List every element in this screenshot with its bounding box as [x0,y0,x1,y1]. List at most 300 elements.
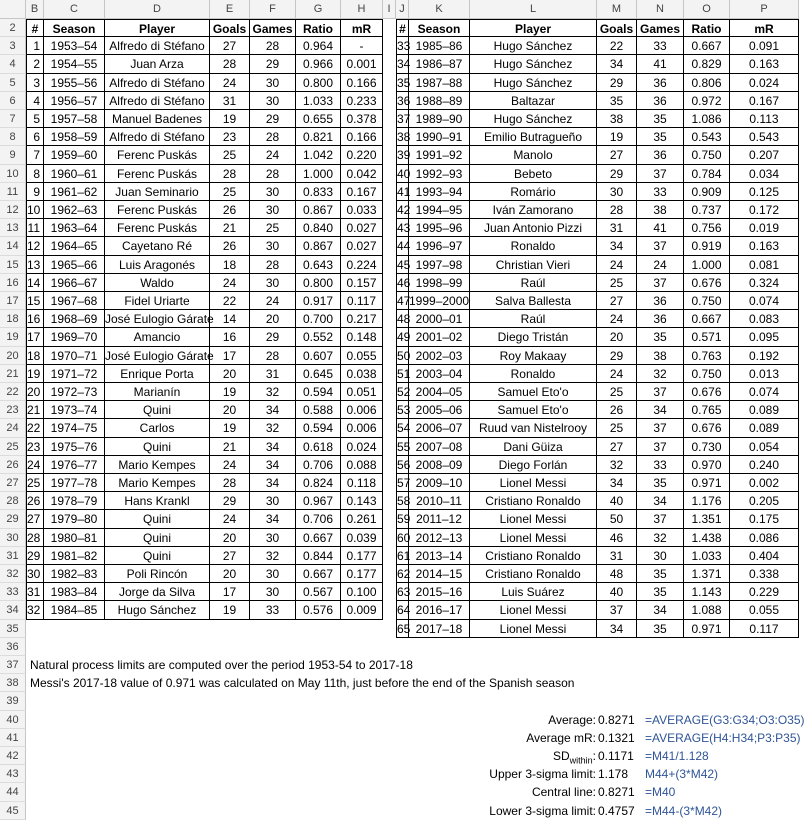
row-header-34[interactable]: 34 [0,601,26,619]
left-table-cell[interactable]: 24 [210,74,250,92]
right-table-cell[interactable]: 24 [597,365,637,383]
right-table-cell[interactable]: 0.086 [730,529,799,547]
right-table-cell[interactable]: 36 [396,92,409,110]
left-table-cell[interactable]: 0.177 [341,547,383,565]
left-table-cell[interactable]: 17 [210,347,250,365]
left-table-cell[interactable]: 1976–77 [44,456,105,474]
right-table-cell[interactable]: 0.074 [730,383,799,401]
left-table-cell[interactable]: 30 [250,565,296,583]
left-table-cell[interactable]: Cayetano Ré [105,237,210,255]
right-table-cell[interactable]: Hugo Sánchez [470,74,597,92]
left-table-cell[interactable]: 30 [26,565,44,583]
left-table-cell[interactable]: 1984–85 [44,601,105,619]
row-header-12[interactable]: 12 [0,201,26,219]
right-table-cell[interactable]: 37 [637,274,684,292]
left-table-cell[interactable]: 0.706 [296,510,341,528]
left-table-cell[interactable]: 0.618 [296,438,341,456]
left-table-cell[interactable]: 30 [250,201,296,219]
right-table-cell[interactable]: Cristiano Ronaldo [470,565,597,583]
right-table-cell[interactable]: 1986–87 [409,55,470,73]
left-table-cell[interactable]: Quini [105,547,210,565]
right-table-cell[interactable]: 35 [396,74,409,92]
right-table-cell[interactable]: 2000–01 [409,310,470,328]
right-table-cell[interactable]: 2016–17 [409,601,470,619]
row-header-23[interactable]: 23 [0,401,26,419]
right-table-cell[interactable]: 25 [597,419,637,437]
right-table-cell[interactable]: 39 [396,146,409,164]
row-header-6[interactable]: 6 [0,92,26,110]
left-table-cell[interactable]: 1965–66 [44,256,105,274]
left-table-cell[interactable]: 28 [250,347,296,365]
left-table-cell[interactable]: 17 [26,328,44,346]
row-header-5[interactable]: 5 [0,74,26,92]
left-table-cell[interactable]: 0.552 [296,328,341,346]
right-table-cell[interactable]: Hugo Sánchez [470,37,597,55]
right-table-cell[interactable]: 51 [396,365,409,383]
left-table-cell[interactable]: Mario Kempes [105,474,210,492]
right-table-cell[interactable]: 48 [597,565,637,583]
right-table-cell[interactable]: 0.667 [684,310,730,328]
left-table-cell[interactable]: 0.667 [296,565,341,583]
left-table-cell[interactable]: 28 [210,474,250,492]
row-header-36[interactable]: 36 [0,638,26,656]
right-table-cell[interactable]: 0.163 [730,55,799,73]
left-table-cell[interactable]: 14 [210,310,250,328]
right-table-cell[interactable]: 47 [396,292,409,310]
left-table-cell[interactable]: 0.667 [296,529,341,547]
right-table-cell[interactable]: 35 [637,474,684,492]
right-table-cell[interactable]: 0.074 [730,292,799,310]
right-table-cell[interactable]: 0.676 [684,274,730,292]
left-table-cell[interactable]: 28 [250,37,296,55]
right-table-cell[interactable]: 24 [597,256,637,274]
left-table-cell[interactable]: 33 [250,601,296,619]
row-header-16[interactable]: 16 [0,274,26,292]
row-header-38[interactable]: 38 [0,674,26,692]
right-table-cell[interactable]: 34 [637,601,684,619]
right-table-cell[interactable]: Roy Makaay [470,347,597,365]
row-header-24[interactable]: 24 [0,419,26,437]
right-table-cell[interactable]: 37 [637,237,684,255]
row-header-15[interactable]: 15 [0,256,26,274]
right-table-cell[interactable]: 0.002 [730,474,799,492]
right-table-cell[interactable]: 60 [396,529,409,547]
row-header-37[interactable]: 37 [0,656,26,674]
right-table-cell[interactable]: 2006–07 [409,419,470,437]
left-table-cell[interactable]: José Eulogio Gárate [105,310,210,328]
left-table-cell[interactable]: 0.233 [341,92,383,110]
right-table-cell[interactable]: Christian Vieri [470,256,597,274]
right-table-cell[interactable]: 57 [396,474,409,492]
left-table-cell[interactable]: Alfredo di Stéfano [105,92,210,110]
left-table-cell[interactable]: 31 [26,583,44,601]
right-table-cell[interactable]: 37 [637,419,684,437]
right-table-cell[interactable]: 0.784 [684,165,730,183]
right-table-cell[interactable]: 28 [597,201,637,219]
right-table-cell[interactable]: 33 [637,183,684,201]
right-table-cell[interactable]: 34 [597,474,637,492]
right-table-cell[interactable]: 0.240 [730,456,799,474]
left-table-cell[interactable]: 1955–56 [44,74,105,92]
right-table-cell[interactable]: 0.024 [730,74,799,92]
column-header-o[interactable]: O [684,0,730,19]
left-table-cell[interactable]: 34 [250,474,296,492]
left-table-cell[interactable]: 1971–72 [44,365,105,383]
column-header-k[interactable]: K [409,0,470,19]
right-table-cell[interactable]: 0.095 [730,328,799,346]
left-table-cell[interactable]: 0.088 [341,456,383,474]
row-header-32[interactable]: 32 [0,565,26,583]
left-table-cell[interactable]: 0.261 [341,510,383,528]
left-table-cell[interactable]: José Eulogio Gárate [105,347,210,365]
right-table-cell[interactable]: 0.971 [684,620,730,638]
left-table-cell[interactable]: 1957–58 [44,110,105,128]
left-table-cell[interactable]: 26 [26,492,44,510]
right-table-cell[interactable]: 38 [637,347,684,365]
right-table-cell[interactable]: 33 [637,37,684,55]
column-header-g[interactable]: G [296,0,341,19]
right-table-cell[interactable]: 0.756 [684,219,730,237]
right-table-cell[interactable]: 65 [396,620,409,638]
right-table-cell[interactable]: 22 [597,37,637,55]
left-table-cell[interactable]: 1969–70 [44,328,105,346]
right-table-cell[interactable]: 38 [396,128,409,146]
right-table-cell[interactable]: 0.667 [684,37,730,55]
left-table-cell[interactable]: 0.643 [296,256,341,274]
right-table-cell[interactable]: 64 [396,601,409,619]
right-table-cell[interactable]: 0.909 [684,183,730,201]
right-table-cell[interactable]: 0.175 [730,510,799,528]
right-table-cell[interactable]: 43 [396,219,409,237]
right-table-cell[interactable]: 37 [396,110,409,128]
right-table-cell[interactable]: Raúl [470,274,597,292]
left-table-cell[interactable]: 5 [26,110,44,128]
left-table-cell[interactable]: 27 [210,37,250,55]
right-table-cell[interactable]: 1.143 [684,583,730,601]
right-table-cell[interactable]: 1.351 [684,510,730,528]
left-table-cell[interactable]: 0.166 [341,128,383,146]
right-table-cell[interactable]: 1.086 [684,110,730,128]
right-table-cell[interactable]: 42 [396,201,409,219]
left-table-cell[interactable]: Juan Arza [105,55,210,73]
left-table-cell[interactable]: Quini [105,529,210,547]
row-header-27[interactable]: 27 [0,474,26,492]
right-table-cell[interactable]: 33 [637,456,684,474]
row-header-26[interactable]: 26 [0,456,26,474]
left-table-cell[interactable]: 1967–68 [44,292,105,310]
right-table-cell[interactable]: Diego Tristán [470,328,597,346]
left-table-cell[interactable]: 24 [250,146,296,164]
right-table-cell[interactable]: 41 [637,55,684,73]
right-table-cell[interactable]: 38 [637,201,684,219]
left-table-cell[interactable]: 18 [26,347,44,365]
right-table-cell[interactable]: 62 [396,565,409,583]
column-header-m[interactable]: M [597,0,637,19]
row-header-2[interactable]: 2 [0,19,26,37]
right-table-cell[interactable]: 0.971 [684,474,730,492]
right-table-cell[interactable]: 0.571 [684,328,730,346]
left-table-cell[interactable]: 0.055 [341,347,383,365]
right-table-cell[interactable]: 40 [396,165,409,183]
row-header-18[interactable]: 18 [0,310,26,328]
row-header-14[interactable]: 14 [0,237,26,255]
right-table-cell[interactable]: Salva Ballesta [470,292,597,310]
column-header-j[interactable]: J [396,0,409,19]
row-header-8[interactable]: 8 [0,128,26,146]
row-header-21[interactable]: 21 [0,365,26,383]
right-table-cell[interactable]: Hugo Sánchez [470,110,597,128]
left-table-cell[interactable]: 21 [26,401,44,419]
left-table-cell[interactable]: 30 [250,583,296,601]
right-table-cell[interactable]: Ruud van Nistelrooy [470,419,597,437]
left-table-cell[interactable]: 28 [26,529,44,547]
left-table-cell[interactable]: 34 [250,438,296,456]
right-table-cell[interactable]: 2008–09 [409,456,470,474]
right-table-cell[interactable]: 1995–96 [409,219,470,237]
left-table-cell[interactable]: 1.042 [296,146,341,164]
left-table-cell[interactable]: 0.033 [341,201,383,219]
right-table-cell[interactable]: 0.765 [684,401,730,419]
right-table-cell[interactable]: 33 [396,37,409,55]
left-table-cell[interactable]: 19 [210,383,250,401]
left-table-cell[interactable]: 20 [210,529,250,547]
right-table-cell[interactable]: 38 [597,110,637,128]
right-table-cell[interactable]: 2003–04 [409,365,470,383]
left-table-cell[interactable]: 0.143 [341,492,383,510]
right-table-cell[interactable]: 0.113 [730,110,799,128]
column-header-l[interactable]: L [470,0,597,19]
left-table-cell[interactable]: Marianín [105,383,210,401]
right-table-cell[interactable]: 35 [637,110,684,128]
left-table-cell[interactable]: 23 [210,128,250,146]
left-table-cell[interactable]: Hugo Sánchez [105,601,210,619]
left-table-cell[interactable]: Alfredo di Stéfano [105,128,210,146]
right-table-cell[interactable]: 37 [637,165,684,183]
left-table-cell[interactable]: 15 [26,292,44,310]
right-table-cell[interactable]: 0.730 [684,438,730,456]
left-table-cell[interactable]: 1968–69 [44,310,105,328]
right-table-cell[interactable]: Luis Suárez [470,583,597,601]
left-table-cell[interactable]: 1982–83 [44,565,105,583]
row-header-22[interactable]: 22 [0,383,26,401]
right-table-cell[interactable]: 0.676 [684,419,730,437]
left-table-cell[interactable]: 10 [26,201,44,219]
right-table-cell[interactable]: 44 [396,237,409,255]
left-table-cell[interactable]: 21 [210,438,250,456]
left-table-cell[interactable]: Ferenc Puskás [105,219,210,237]
right-table-cell[interactable]: 40 [597,583,637,601]
right-table-cell[interactable]: 0.192 [730,347,799,365]
right-table-cell[interactable]: 32 [597,456,637,474]
right-table-cell[interactable]: 27 [597,292,637,310]
left-table-cell[interactable]: 16 [210,328,250,346]
left-table-cell[interactable]: 29 [250,328,296,346]
right-table-cell[interactable]: 53 [396,401,409,419]
left-table-cell[interactable]: 1970–71 [44,347,105,365]
left-table-cell[interactable]: 0.100 [341,583,383,601]
right-table-cell[interactable]: 0.750 [684,292,730,310]
left-table-cell[interactable]: Fidel Uriarte [105,292,210,310]
left-table-cell[interactable]: 25 [26,474,44,492]
column-header-h[interactable]: H [341,0,383,19]
column-header-n[interactable]: N [637,0,684,19]
row-header-45[interactable]: 45 [0,802,26,820]
left-table-cell[interactable]: 0.824 [296,474,341,492]
column-header-i[interactable]: I [383,0,396,19]
right-table-cell[interactable]: 49 [396,328,409,346]
right-table-cell[interactable]: Juan Antonio Pizzi [470,219,597,237]
right-table-cell[interactable]: 2014–15 [409,565,470,583]
left-table-cell[interactable]: 0.009 [341,601,383,619]
left-table-cell[interactable]: 0.217 [341,310,383,328]
left-table-cell[interactable]: 0.177 [341,565,383,583]
right-table-cell[interactable]: 32 [637,529,684,547]
left-table-cell[interactable]: 34 [250,456,296,474]
row-header-39[interactable]: 39 [0,692,26,710]
right-table-cell[interactable]: 1.371 [684,565,730,583]
left-table-cell[interactable]: Hans Krankl [105,492,210,510]
right-table-cell[interactable]: 26 [597,401,637,419]
left-table-cell[interactable]: 0.706 [296,456,341,474]
right-table-cell[interactable]: 1997–98 [409,256,470,274]
left-table-cell[interactable]: 17 [210,583,250,601]
left-table-cell[interactable]: 0.027 [341,219,383,237]
right-table-cell[interactable]: 37 [637,510,684,528]
row-header-28[interactable]: 28 [0,492,26,510]
left-table-cell[interactable]: Ferenc Puskás [105,165,210,183]
left-table-cell[interactable]: 4 [26,92,44,110]
left-table-cell[interactable]: 20 [210,565,250,583]
left-table-cell[interactable]: 0.655 [296,110,341,128]
left-table-cell[interactable]: 1.000 [296,165,341,183]
right-table-cell[interactable]: Cristiano Ronaldo [470,492,597,510]
left-table-cell[interactable]: 14 [26,274,44,292]
left-table-cell[interactable]: 23 [26,438,44,456]
left-table-cell[interactable]: 28 [250,128,296,146]
left-table-cell[interactable]: 1962–63 [44,201,105,219]
right-table-cell[interactable]: 52 [396,383,409,401]
left-table-cell[interactable]: 24 [210,456,250,474]
right-table-cell[interactable]: 1989–90 [409,110,470,128]
right-table-cell[interactable]: 1.088 [684,601,730,619]
right-table-cell[interactable]: 0.081 [730,256,799,274]
right-table-cell[interactable]: 1.033 [684,547,730,565]
right-table-cell[interactable]: 34 [637,401,684,419]
left-table-cell[interactable]: 13 [26,256,44,274]
left-table-cell[interactable]: 1978–79 [44,492,105,510]
row-header-10[interactable]: 10 [0,165,26,183]
right-table-cell[interactable]: 29 [597,74,637,92]
left-table-cell[interactable]: 1953–54 [44,37,105,55]
right-table-cell[interactable]: 35 [637,128,684,146]
right-table-cell[interactable]: 2015–16 [409,583,470,601]
left-table-cell[interactable]: 0.148 [341,328,383,346]
left-table-cell[interactable]: 1959–60 [44,146,105,164]
left-table-cell[interactable]: 32 [250,547,296,565]
left-table-cell[interactable]: 1964–65 [44,237,105,255]
left-table-cell[interactable]: Carlos [105,419,210,437]
column-header-b[interactable]: B [26,0,44,19]
left-table-cell[interactable]: 1958–59 [44,128,105,146]
left-table-cell[interactable]: 0.118 [341,474,383,492]
left-table-cell[interactable]: 0.024 [341,438,383,456]
right-table-cell[interactable]: Samuel Eto'o [470,401,597,419]
left-table-cell[interactable]: 0.844 [296,547,341,565]
left-table-cell[interactable]: 21 [210,219,250,237]
right-table-cell[interactable]: 0.972 [684,92,730,110]
left-table-cell[interactable]: 25 [210,183,250,201]
right-table-cell[interactable]: 1.438 [684,529,730,547]
left-table-cell[interactable]: 0.840 [296,219,341,237]
right-table-cell[interactable]: Diego Forlán [470,456,597,474]
left-table-cell[interactable]: 30 [250,92,296,110]
left-table-cell[interactable]: 1972–73 [44,383,105,401]
left-table-cell[interactable]: 29 [250,110,296,128]
left-table-cell[interactable]: 1966–67 [44,274,105,292]
right-table-cell[interactable]: 1.000 [684,256,730,274]
left-table-cell[interactable]: 0.220 [341,146,383,164]
right-table-cell[interactable]: 36 [637,92,684,110]
row-header-25[interactable]: 25 [0,438,26,456]
row-header-42[interactable]: 42 [0,747,26,765]
right-table-cell[interactable]: 2002–03 [409,347,470,365]
right-table-cell[interactable]: 1998–99 [409,274,470,292]
left-table-cell[interactable]: 12 [26,237,44,255]
right-table-cell[interactable]: 0.676 [684,383,730,401]
right-table-cell[interactable]: 0.806 [684,74,730,92]
right-table-cell[interactable]: Ronaldo [470,365,597,383]
right-table-cell[interactable]: 0.083 [730,310,799,328]
row-header-29[interactable]: 29 [0,510,26,528]
row-header-7[interactable]: 7 [0,110,26,128]
left-table-cell[interactable]: 9 [26,183,44,201]
left-table-cell[interactable]: 0.966 [296,55,341,73]
right-table-cell[interactable]: 2010–11 [409,492,470,510]
right-table-cell[interactable]: 32 [637,365,684,383]
column-header-c[interactable]: C [44,0,105,19]
right-table-cell[interactable]: 2005–06 [409,401,470,419]
left-table-cell[interactable]: 0.042 [341,165,383,183]
left-table-cell[interactable]: 32 [250,383,296,401]
right-table-cell[interactable]: 46 [396,274,409,292]
left-table-cell[interactable]: 0.700 [296,310,341,328]
left-table-cell[interactable]: 32 [250,419,296,437]
left-table-cell[interactable]: 32 [26,601,44,619]
right-table-cell[interactable]: 34 [637,492,684,510]
left-table-cell[interactable]: 29 [26,547,44,565]
row-header-40[interactable]: 40 [0,711,26,729]
right-table-cell[interactable]: 1993–94 [409,183,470,201]
column-header-e[interactable]: E [210,0,250,19]
left-table-cell[interactable]: 19 [26,365,44,383]
right-table-cell[interactable]: 0.763 [684,347,730,365]
left-table-cell[interactable]: 20 [210,365,250,383]
left-table-cell[interactable]: 25 [250,219,296,237]
left-table-cell[interactable]: 26 [210,237,250,255]
left-table-cell[interactable]: 1974–75 [44,419,105,437]
left-table-cell[interactable]: 24 [26,456,44,474]
left-table-cell[interactable]: 31 [210,92,250,110]
right-table-cell[interactable]: 2013–14 [409,547,470,565]
left-table-cell[interactable]: Juan Seminario [105,183,210,201]
right-table-cell[interactable]: 35 [637,583,684,601]
right-table-cell[interactable]: 59 [396,510,409,528]
left-table-cell[interactable]: 29 [210,492,250,510]
left-table-cell[interactable]: 20 [250,310,296,328]
right-table-cell[interactable]: 50 [597,510,637,528]
left-table-cell[interactable]: 1 [26,37,44,55]
left-table-cell[interactable]: Alfredo di Stéfano [105,74,210,92]
